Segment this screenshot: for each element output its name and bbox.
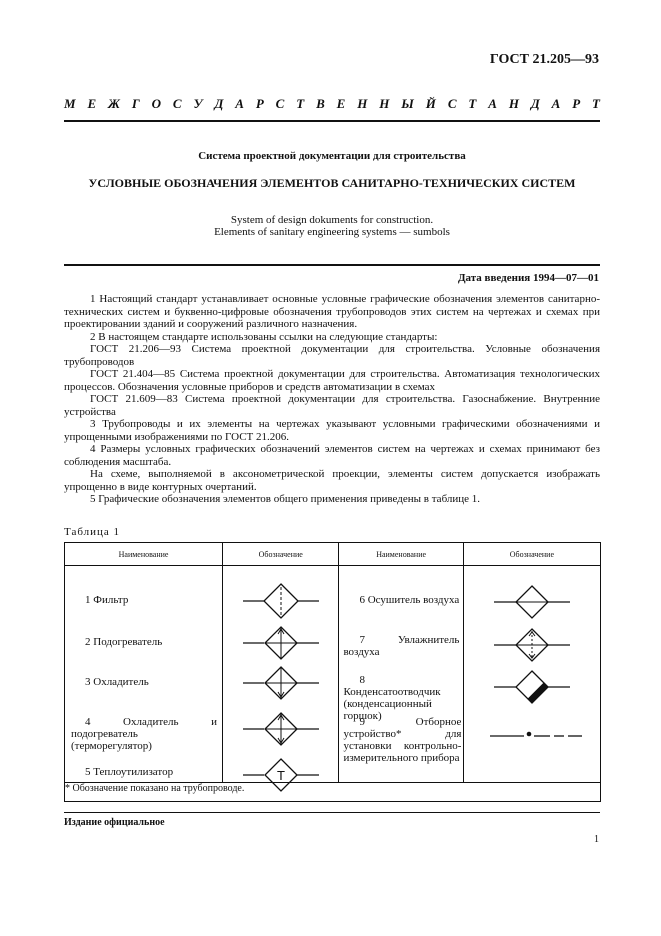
air-dryer-symbol-icon [464,582,601,622]
list-item: 6 Осушитель воздуха [359,594,460,606]
list-item: 3 Охладитель [85,676,149,688]
filter-symbol-icon [223,576,339,626]
right-symbols-cell [463,566,600,783]
english-title-line1: System of design dokuments for construction. [230,214,434,226]
header-symbol-1: Обозначение [223,543,339,566]
edition-label: Издание официальное [64,817,165,828]
system-title: Система проектной документации для строительства [198,150,466,162]
date-intro: Дата введения 1994—07—01 [457,272,599,284]
header-symbol-2: Обозначение [463,543,600,566]
symbols-table [64,542,601,802]
condensate-trap-symbol-icon [464,667,601,707]
list-item: 5 Теплоутилизатор [85,766,174,778]
paragraph-2: 2 В настоящем стандарте использованы ссылки на следующие стандарты: [90,330,438,343]
paragraph-3: 3 Трубопроводы и их элементы на чертежах указывают условными графическими обозначениями и упрощенными изображениями по ГОСТ 21.206. [64,418,600,443]
table-body-row [65,566,601,783]
paragraph-1: 1 Настоящий стандарт устанавливает основные условные графические обозначения элементов санитарно-технических систем и буквенно-цифровые обозначения трубопроводов этих систем на чертежах и схемах при проектировании зданий и сооружений различного назначения. [64,293,600,330]
paragraph-ref-3: ГОСТ 21.609—83 Система проектной документации для строительства. Газоснабжение. Внутренние устройства [64,393,600,418]
t-letter: T [277,768,286,783]
list-item: 4 Охладитель и подогреватель (терморегулятор) [71,716,217,752]
left-names-cell [65,566,223,783]
paragraph-5: 5 Графические обозначения элементов общего применения приведены в таблице 1. [90,493,481,505]
paragraph-4b: На схеме, выполняемой в аксонометрической проекции, элементы систем допускается изображать упрощенно в виде контурных очертаний. [64,468,600,493]
list-item: 7 Увлажнитель воздуха [343,634,460,658]
english-title [64,214,600,238]
right-names-cell [339,566,463,783]
standard-type: М Е Ж Г О С У Д А Р С Т В Е Н Н Ы Й С Т А Н Д А Р Т [64,96,600,111]
paragraph-4: 4 Размеры условных графических обозначений элементов систем на чертежах и схемах принимают без соблюдения масштаба. [64,443,600,468]
list-item: 9 Отборное устройство* для установки контрольно-измерительного прибора [343,716,462,764]
list-item: 2 Подогреватель [85,636,163,648]
paragraph-ref-1: ГОСТ 21.206—93 Система проектной документации для строительства. Условные обозначения трубопроводов [64,343,600,368]
heater-symbol-icon [223,623,339,663]
thermoregulator-symbol-icon [223,709,339,749]
table-header-row [65,543,601,566]
header-rule [64,120,600,122]
sampling-device-symbol-icon [464,726,601,746]
heat-recovery-symbol-icon [223,755,339,795]
paragraph-ref-2: ГОСТ 21.404—85 Система проектной документации для строительства. Автоматизация технологических процессов. Обозначения условные приборов и средств автоматизации в схемах [64,368,600,393]
header-name-2: Наименование [339,543,463,566]
main-title: УСЛОВНЫЕ ОБОЗНАЧЕНИЯ ЭЛЕМЕНТОВ САНИТАРНО-ТЕХНИЧЕСКИХ СИСТЕМ [88,176,576,190]
list-item: 8 Конденсатоотводчик (конденсационный горшок) [343,674,441,722]
page-number: 1 [594,834,599,845]
humidifier-symbol-icon [464,625,601,665]
list-item: 1 Фильтр [85,594,129,606]
body-text [64,293,600,506]
left-symbols-cell [223,566,339,783]
table-caption: Таблица 1 [64,526,121,538]
header-name-1: Наименование [65,543,223,566]
english-title-line2: Elements of sanitary engineering systems — sumbols [214,226,450,238]
gost-number: ГОСТ 21.205—93 [489,52,599,67]
title-rule [64,264,600,266]
footnote: * Обозначение показано на трубопроводе. [65,783,601,802]
footer-rule [64,812,600,813]
cooler-symbol-icon [223,663,339,703]
